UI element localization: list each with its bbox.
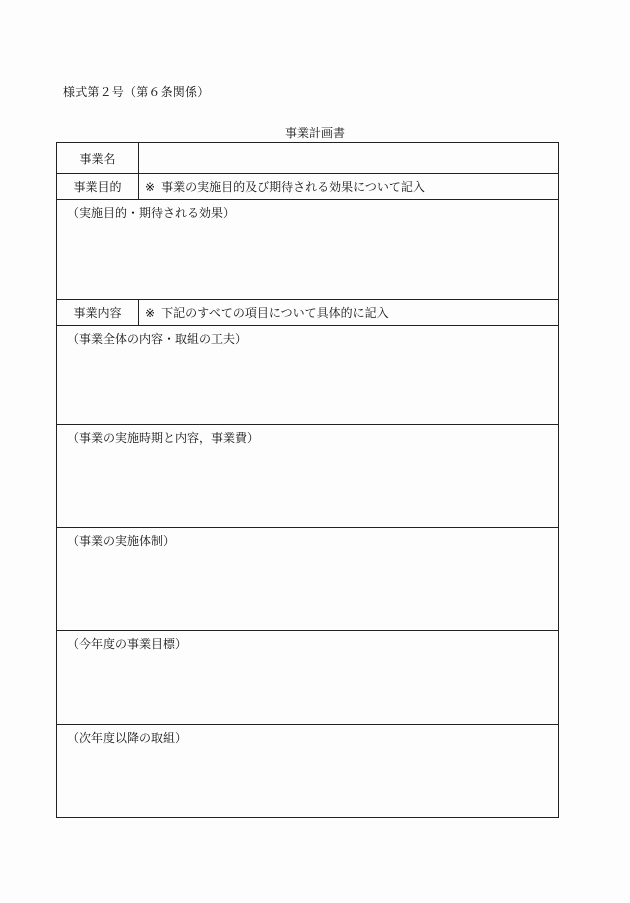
section-heading: （今年度の事業目標） (67, 637, 188, 651)
content-label: 事業内容 (57, 300, 139, 325)
section-heading: （次年度以降の取組） (67, 731, 188, 745)
note-mark: ※ (145, 179, 156, 194)
form-number: 様式第２号（第６条関係） (63, 85, 210, 99)
content-note (139, 300, 558, 325)
purpose-note (139, 174, 558, 199)
section-heading: （事業の実施時期と内容，事業費） (67, 431, 260, 445)
business-plan-table (56, 142, 559, 818)
purpose-note-text: 事業の実施目的及び期待される効果について記入 (161, 180, 425, 194)
note-mark: ※ (145, 305, 156, 320)
current-year-goal-section[interactable] (57, 631, 558, 725)
next-year-plan-section[interactable] (57, 725, 558, 817)
project-name-field[interactable] (139, 143, 558, 173)
purpose-label: 事業目的 (57, 174, 139, 199)
document-title: 事業計画書 (284, 126, 345, 140)
purpose-row (57, 174, 558, 200)
implementation-structure-section[interactable] (57, 528, 558, 631)
purpose-section-heading: （実施目的・期待される効果） (67, 206, 236, 220)
content-row (57, 300, 558, 326)
section-heading: （事業の実施体制） (67, 534, 176, 548)
project-name-row (57, 143, 558, 174)
section-heading: （事業全体の内容・取組の工夫） (67, 332, 248, 346)
schedule-cost-section[interactable] (57, 425, 558, 528)
overall-content-section[interactable] (57, 326, 558, 425)
purpose-section[interactable] (57, 200, 558, 300)
content-note-text: 下記のすべての項目について具体的に記入 (161, 306, 389, 320)
project-name-label: 事業名 (57, 143, 139, 173)
